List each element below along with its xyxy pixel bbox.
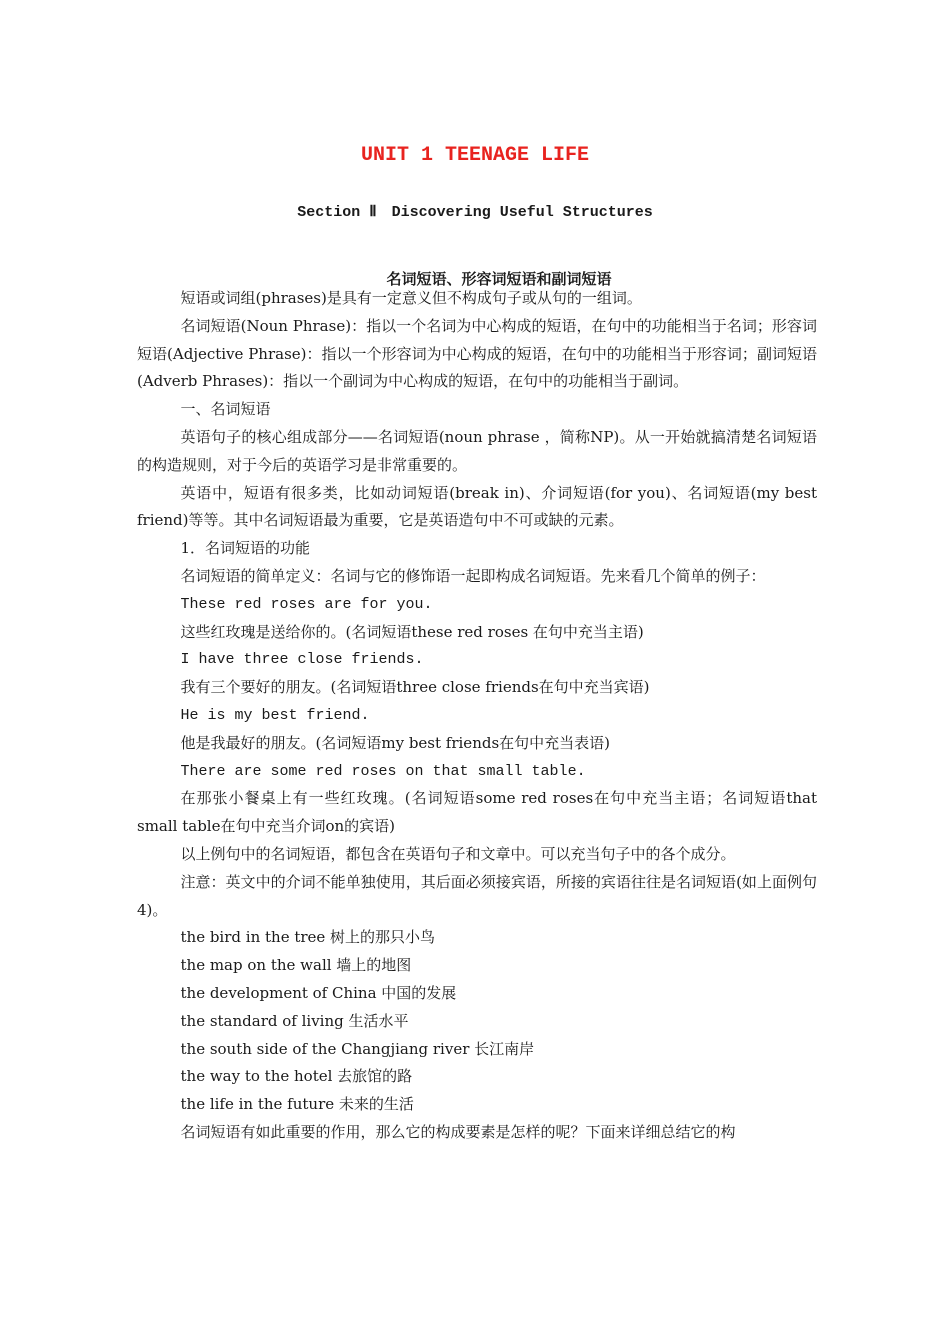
document-body: [137, 285, 817, 1147]
paragraph: 以上例句中的名词短语，都包含在英语句子和文章中。可以充当句子中的各个成分。: [180, 844, 736, 863]
note-paragraph: 注意：英文中的介词不能单独使用，其后面必须接宾语，所接的宾语往往是名词短语(如上面例句4)。: [137, 872, 817, 919]
phrase-example: the life in the future 未来的生活: [180, 1095, 414, 1114]
example-translation: 我有三个要好的朋友。(名词短语three close friends在句中充当宾语): [180, 678, 650, 697]
unit-title: UNIT 1 TEENAGE LIFE: [360, 144, 590, 167]
phrase-example: the development of China 中国的发展: [180, 983, 457, 1002]
section-subtitle: Section Ⅱ Discovering Useful Structures: [297, 204, 653, 221]
phrase-example: the standard of living 生活水平: [180, 1011, 409, 1030]
paragraph: 短语或词组(phrases)是具有一定意义但不构成句子或从句的一组词。: [180, 289, 642, 307]
paragraph: 名词短语的简单定义：名词与它的修饰语一起即构成名词短语。先来看几个简单的例子：: [180, 566, 766, 585]
paragraph: 英语中，短语有很多类，比如动词短语(break in)、介词短语(for you)、名词短语(my best friend)等等。其中名词短语最为重要，它是英语造句中不可或缺的元素。: [137, 483, 817, 530]
phrase-example: the bird in the tree 树上的那只小鸟: [180, 928, 436, 947]
section-heading: 一、名词短语: [180, 400, 271, 419]
topic-heading: 名词短语、形容词短语和副词短语: [386, 270, 612, 288]
phrase-example: the south side of the Changjiang river 长江南岸: [180, 1039, 535, 1058]
example-sentence: There are some red roses on that small table.: [180, 762, 586, 780]
example-sentence: I have three close friends.: [180, 651, 424, 669]
example-translation: 在那张小餐桌上有一些红玫瑰。(名词短语some red roses在句中充当主语；名词短语that small table在句中充当介词on的宾语): [137, 789, 817, 836]
example-sentence: These red roses are for you.: [180, 595, 433, 613]
example-sentence: He is my best friend.: [180, 706, 370, 724]
phrase-example: the map on the wall 墙上的地图: [180, 956, 412, 975]
paragraph: 英语句子的核心组成部分——名词短语(noun phrase ，简称NP)。从一开始就搞清楚名词短语的构造规则，对于今后的英语学习是非常重要的。: [137, 427, 817, 474]
paragraph: 名词短语有如此重要的作用，那么它的构成要素是怎样的呢？下面来详细总结它的构: [180, 1122, 736, 1141]
phrase-example: the way to the hotel 去旅馆的路: [180, 1067, 413, 1086]
example-translation: 他是我最好的朋友。(名词短语my best friends在句中充当表语): [180, 733, 611, 752]
example-translation: 这些红玫瑰是送给你的。(名词短语these red roses 在句中充当主语): [180, 622, 644, 641]
paragraph: 名词短语(Noun Phrase)：指以一个名词为中心构成的短语，在句中的功能相当于名词；形容词短语(Adjective Phrase)：指以一个形容词为中心构成的短语，在句中的功能相当于形容词；副词短语(Adverb Phrases)：指以一个副词为中心构成的短语，在句中的功能相当于副词。: [137, 316, 817, 391]
subsection-heading: 1．名词短语的功能: [180, 539, 311, 558]
